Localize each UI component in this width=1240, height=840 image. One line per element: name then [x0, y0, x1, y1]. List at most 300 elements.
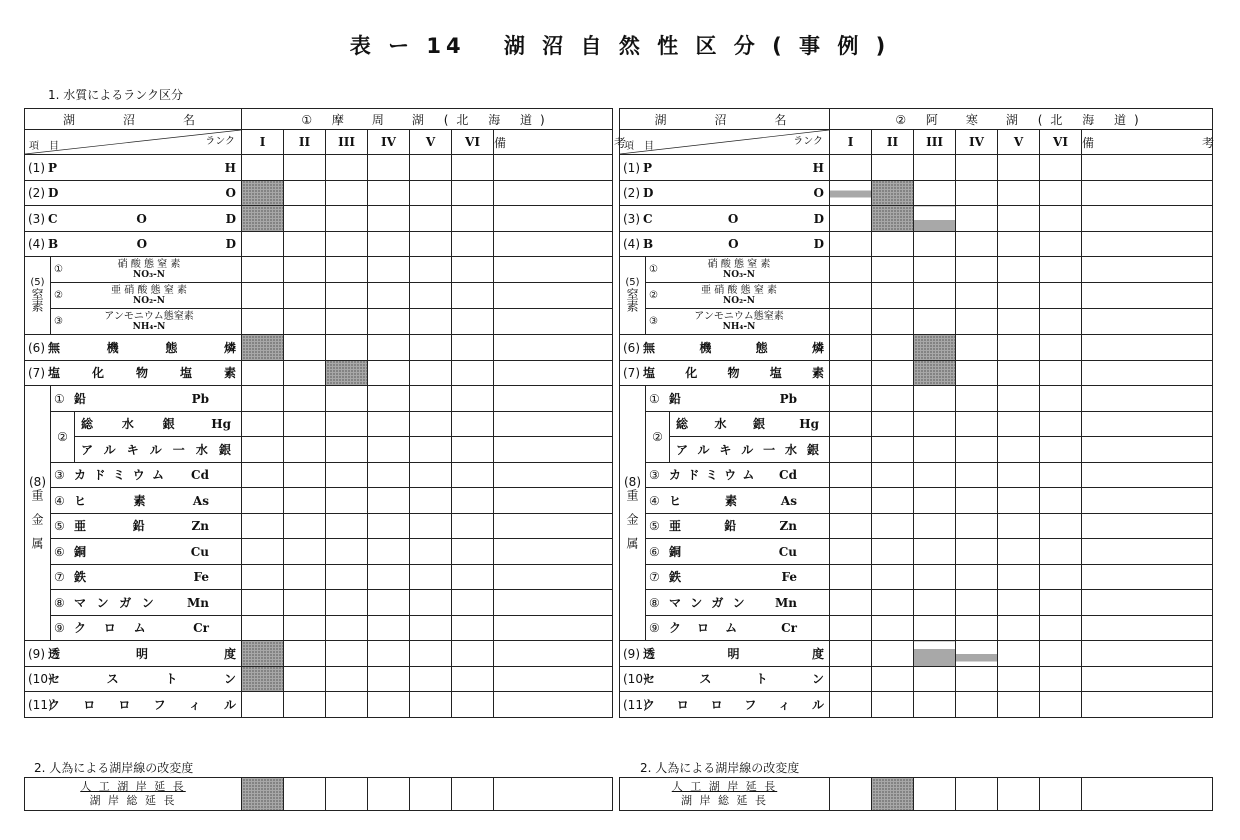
- item-phosphorus: [620, 335, 830, 361]
- rank-cell: [452, 488, 494, 514]
- cell-text: (11): [623, 697, 648, 712]
- rank-cell: [452, 180, 494, 206]
- rank-cell: [956, 778, 998, 811]
- cell-text: 人 工 湖 岸 延 長: [80, 780, 186, 793]
- rank-cell: [410, 513, 452, 539]
- item-phosphorus: [25, 335, 242, 361]
- rank-cell: [914, 231, 956, 257]
- rank-cell: [1040, 283, 1082, 309]
- rank-cell: [830, 615, 872, 641]
- rank-cell: [284, 692, 326, 718]
- cell-text: 銅 Cu: [669, 544, 797, 559]
- rank-cell: [830, 411, 872, 437]
- rank-cell: [368, 206, 410, 232]
- rank-cell: [1040, 641, 1082, 667]
- cell-text: 重 金 属: [30, 488, 44, 549]
- cell-text: ①: [649, 264, 658, 275]
- cell-text: (4): [623, 237, 640, 252]
- cell-text: NH₄-N: [722, 321, 756, 332]
- rank-cell: [368, 615, 410, 641]
- rank-cell: [494, 335, 613, 361]
- cell-text: 亜 硝 酸 態 窒 素: [111, 284, 187, 296]
- cell-text: (7): [28, 366, 45, 381]
- rank-header: III: [326, 130, 368, 155]
- rank-cell: [998, 564, 1040, 590]
- rank-cell: [872, 666, 914, 692]
- rank-cell: [914, 564, 956, 590]
- item-rank-header: [620, 130, 830, 155]
- rank-cell: [998, 180, 1040, 206]
- rank-cell: [410, 692, 452, 718]
- item-do: [25, 180, 242, 206]
- rank-cell: [242, 539, 284, 565]
- lake-name-label: 湖 沼 名: [25, 109, 242, 130]
- rank-cell: [326, 564, 368, 590]
- item-transparency: [620, 641, 830, 667]
- lake-name: ② 阿 寒 湖 (北 海 道): [830, 109, 1213, 130]
- cell-text: ③: [54, 468, 65, 483]
- shaded-cell: [872, 778, 914, 811]
- rank-cell: [368, 231, 410, 257]
- shaded-cell: [830, 180, 872, 206]
- item-chromium: [646, 615, 830, 641]
- rank-cell: [956, 462, 998, 488]
- cell-text: 総 水 銀 Hg: [676, 417, 819, 432]
- rank-cell: [410, 206, 452, 232]
- rank-cell: [956, 335, 998, 361]
- cell-text: NO₃-N: [723, 269, 755, 280]
- cell-text: 鉄 Fe: [74, 570, 209, 585]
- item-cadmium: [51, 462, 242, 488]
- item-nitrate: [646, 257, 830, 283]
- item-total-mercury: [670, 411, 830, 437]
- rank-header: IV: [956, 130, 998, 155]
- item-lead: [51, 386, 242, 412]
- cell-text: [74, 259, 224, 281]
- rank-cell: [242, 462, 284, 488]
- rank-cell: [284, 180, 326, 206]
- item-nitrite: [646, 283, 830, 309]
- rank-cell: [452, 437, 494, 463]
- cell-text: (5): [625, 276, 640, 288]
- rank-cell: [368, 257, 410, 283]
- rank-cell: [1082, 283, 1213, 309]
- item-copper: [646, 539, 830, 565]
- rank-cell: [956, 590, 998, 616]
- cell-text: (9): [28, 646, 45, 661]
- item-label: 項 目: [29, 141, 59, 152]
- item-chloride: [620, 360, 830, 386]
- rank-cell: [914, 462, 956, 488]
- cell-text: 人 工 湖 岸 延 長: [671, 780, 778, 793]
- rank-cell: [830, 335, 872, 361]
- rank-header: V: [410, 130, 452, 155]
- shaded-cell: [914, 335, 956, 361]
- item-chlorophyll: [620, 692, 830, 718]
- rank-cell: [452, 231, 494, 257]
- remarks-header: 備 考: [494, 130, 613, 155]
- rank-cell: [452, 411, 494, 437]
- rank-cell: [956, 180, 998, 206]
- item-arsenic: [646, 488, 830, 514]
- rank-cell: [914, 778, 956, 811]
- rank-cell: [242, 564, 284, 590]
- rank-cell: [326, 590, 368, 616]
- rank-cell: [830, 257, 872, 283]
- rank-cell: [452, 206, 494, 232]
- section-2-heading-left: 2. 人為による湖岸線の改変度: [34, 761, 194, 775]
- rank-cell: [494, 488, 613, 514]
- rank-cell: [410, 666, 452, 692]
- remarks-header: 備 考: [1082, 130, 1213, 155]
- mercury-group: ②: [51, 411, 75, 462]
- rank-cell: [284, 309, 326, 335]
- cell-text: ヒ 素 As: [74, 493, 209, 508]
- rank-cell: [830, 778, 872, 811]
- rank-cell: [410, 335, 452, 361]
- rank-cell: [998, 615, 1040, 641]
- cell-text: セ ス ト ン: [643, 672, 825, 687]
- rank-cell: [1040, 462, 1082, 488]
- rank-cell: [410, 309, 452, 335]
- cell-text: ク ロ ロ フ ィ ル: [48, 697, 237, 712]
- rank-cell: [914, 283, 956, 309]
- rank-cell: [242, 309, 284, 335]
- rank-cell: [452, 513, 494, 539]
- rank-cell: [242, 360, 284, 386]
- rank-cell: [326, 615, 368, 641]
- rank-cell: [368, 309, 410, 335]
- rank-cell: [242, 411, 284, 437]
- mercury-group: ②: [646, 411, 670, 462]
- rank-cell: [914, 692, 956, 718]
- item-cadmium: [646, 462, 830, 488]
- rank-cell: [326, 641, 368, 667]
- rank-cell: [452, 539, 494, 565]
- rank-cell: [1082, 539, 1213, 565]
- item-lead: [646, 386, 830, 412]
- rank-cell: [1082, 462, 1213, 488]
- rank-cell: [284, 778, 326, 811]
- rank-cell: [494, 513, 613, 539]
- rank-cell: [998, 309, 1040, 335]
- rank-cell: [452, 564, 494, 590]
- cell-text: [669, 311, 809, 333]
- rank-cell: [410, 411, 452, 437]
- rank-cell: [242, 488, 284, 514]
- rank-cell: [410, 590, 452, 616]
- item-zinc: [51, 513, 242, 539]
- rank-cell: [242, 231, 284, 257]
- rank-cell: [494, 590, 613, 616]
- rank-cell: [830, 513, 872, 539]
- rank-cell: [242, 386, 284, 412]
- rank-cell: [956, 231, 998, 257]
- rank-cell: [410, 386, 452, 412]
- rank-cell: [830, 309, 872, 335]
- rank-cell: [452, 462, 494, 488]
- item-ammonium: [51, 309, 242, 335]
- cell-text: 鉛 Pb: [669, 391, 797, 406]
- rank-cell: [410, 641, 452, 667]
- item-ph: [25, 155, 242, 181]
- rank-cell: [1040, 411, 1082, 437]
- rank-cell: [368, 641, 410, 667]
- rank-cell: [956, 360, 998, 386]
- rank-cell: [956, 155, 998, 181]
- rank-header: IV: [368, 130, 410, 155]
- rank-cell: [452, 257, 494, 283]
- rank-cell: [494, 155, 613, 181]
- item-alkyl-mercury: [75, 437, 242, 463]
- rank-cell: [830, 206, 872, 232]
- rank-cell: [494, 257, 613, 283]
- rank-cell: [872, 615, 914, 641]
- cell-text: [669, 285, 809, 307]
- item-ph: [620, 155, 830, 181]
- cell-text: ⑦: [54, 570, 65, 585]
- cell-text: アルキル一水銀: [676, 442, 819, 457]
- rank-cell: [368, 488, 410, 514]
- cell-text: カドミウム Cd: [74, 468, 209, 483]
- rank-cell: [1040, 590, 1082, 616]
- rank-cell: [830, 539, 872, 565]
- rank-cell: [326, 513, 368, 539]
- rank-cell: [830, 564, 872, 590]
- rank-cell: [284, 335, 326, 361]
- rank-cell: [284, 206, 326, 232]
- rank-cell: [956, 437, 998, 463]
- rank-header: I: [830, 130, 872, 155]
- cell-text: (2): [28, 186, 45, 201]
- rank-cell: [956, 692, 998, 718]
- cell-text: (11): [28, 697, 53, 712]
- cell-text: NO₂-N: [723, 295, 755, 306]
- rank-cell: [368, 360, 410, 386]
- item-arsenic: [51, 488, 242, 514]
- cell-text: ②: [649, 290, 658, 301]
- rank-cell: [326, 539, 368, 565]
- rank-cell: [284, 590, 326, 616]
- shaded-cell: [872, 206, 914, 232]
- rank-cell: [494, 641, 613, 667]
- rank-cell: [1040, 206, 1082, 232]
- item-cod: [620, 206, 830, 232]
- rank-cell: [914, 590, 956, 616]
- rank-cell: [998, 283, 1040, 309]
- rank-cell: [998, 155, 1040, 181]
- rank-cell: [242, 590, 284, 616]
- rank-cell: [242, 692, 284, 718]
- rank-cell: [410, 257, 452, 283]
- cell-text: ⑧: [649, 595, 660, 610]
- rank-cell: [872, 462, 914, 488]
- rank-cell: [1040, 692, 1082, 718]
- rank-cell: [494, 539, 613, 565]
- rank-cell: [1082, 513, 1213, 539]
- item-chromium: [51, 615, 242, 641]
- rank-cell: [1082, 180, 1213, 206]
- rank-cell: [830, 386, 872, 412]
- rank-cell: [956, 206, 998, 232]
- rank-cell: [1040, 360, 1082, 386]
- rank-cell: [326, 692, 368, 718]
- rank-cell: [956, 411, 998, 437]
- rank-cell: [494, 231, 613, 257]
- item-do: [620, 180, 830, 206]
- rank-cell: [914, 309, 956, 335]
- shaded-cell: [914, 206, 956, 232]
- rank-cell: [914, 257, 956, 283]
- rank-cell: [494, 411, 613, 437]
- cell-text: 亜 鉛 Zn: [74, 519, 209, 534]
- rank-cell: [1082, 590, 1213, 616]
- cell-text: 塩 化 物 塩 素: [48, 366, 237, 381]
- cell-text: [74, 285, 224, 307]
- cell-text: ①: [54, 264, 63, 275]
- rank-cell: [284, 386, 326, 412]
- cell-text: 塩 化 物 塩 素: [643, 366, 825, 381]
- rank-cell: [410, 180, 452, 206]
- lake-name: ① 摩 周 湖 (北 海 道): [242, 109, 613, 130]
- cell-text: ⑤: [54, 519, 65, 534]
- lake-name-label: 湖 沼 名: [620, 109, 830, 130]
- rank-cell: [326, 335, 368, 361]
- rank-cell: [1082, 692, 1213, 718]
- rank-cell: [368, 692, 410, 718]
- shaded-cell: [242, 180, 284, 206]
- rank-cell: [326, 462, 368, 488]
- cell-text: 湖 岸 総 延 長: [89, 794, 177, 807]
- heavy-metal-group: [620, 386, 646, 641]
- rank-cell: [872, 231, 914, 257]
- cell-text: (6): [623, 340, 640, 355]
- rank-cell: [872, 257, 914, 283]
- cell-text: ④: [54, 493, 65, 508]
- rank-cell: [284, 411, 326, 437]
- rank-cell: [998, 778, 1040, 811]
- rank-cell: [1082, 641, 1213, 667]
- rank-cell: [1082, 360, 1213, 386]
- section-1-heading: 1. 水質によるランク区分: [48, 88, 184, 102]
- rank-cell: [914, 386, 956, 412]
- rank-cell: [326, 778, 368, 811]
- rank-cell: [956, 257, 998, 283]
- cell-text: B O D: [48, 237, 237, 252]
- rank-cell: [368, 386, 410, 412]
- rank-cell: [998, 437, 1040, 463]
- rank-cell: [1040, 437, 1082, 463]
- rank-cell: [242, 155, 284, 181]
- rank-cell: [914, 615, 956, 641]
- rank-cell: [368, 666, 410, 692]
- item-iron: [646, 564, 830, 590]
- cell-text: クロム Cr: [669, 621, 797, 636]
- rank-cell: [452, 666, 494, 692]
- cell-text: クロム Cr: [74, 621, 209, 636]
- rank-cell: [872, 283, 914, 309]
- rank-cell: [872, 590, 914, 616]
- cell-text: NO₃-N: [133, 269, 165, 280]
- rank-cell: [410, 778, 452, 811]
- cell-text: 窒素: [30, 287, 44, 312]
- shaded-cell: [914, 641, 956, 667]
- rank-cell: [1040, 778, 1082, 811]
- rank-cell: [368, 411, 410, 437]
- cell-text: (3): [623, 211, 640, 226]
- rank-cell: [452, 615, 494, 641]
- rank-cell: [284, 360, 326, 386]
- cell-text: (10): [623, 672, 648, 687]
- item-label: 項 目: [624, 141, 654, 152]
- rank-cell: [452, 590, 494, 616]
- rank-cell: [368, 590, 410, 616]
- item-manganese: [646, 590, 830, 616]
- rank-cell: [998, 335, 1040, 361]
- rank-cell: [368, 564, 410, 590]
- rank-cell: [452, 641, 494, 667]
- item-iron: [51, 564, 242, 590]
- item-chlorophyll: [25, 692, 242, 718]
- rank-cell: [1082, 309, 1213, 335]
- rank-cell: [242, 513, 284, 539]
- cell-text: ③: [649, 316, 658, 327]
- cell-text: 亜 硝 酸 態 窒 素: [701, 284, 777, 296]
- rank-cell: [956, 539, 998, 565]
- cell-text: カドミウム Cd: [669, 468, 797, 483]
- cell-text: アルキル一水銀: [81, 442, 231, 457]
- shaded-cell: [326, 360, 368, 386]
- rank-cell: [452, 283, 494, 309]
- rank-cell: [1040, 231, 1082, 257]
- rank-cell: [284, 155, 326, 181]
- rank-cell: [452, 386, 494, 412]
- shoreline-ratio-label: [25, 778, 242, 811]
- rank-cell: [494, 283, 613, 309]
- rank-cell: [410, 564, 452, 590]
- cell-text: (2): [623, 186, 640, 201]
- item-bod: [620, 231, 830, 257]
- rank-cell: [368, 335, 410, 361]
- rank-cell: [830, 231, 872, 257]
- cell-text: 湖 岸 総 延 長: [681, 794, 768, 807]
- rank-cell: [872, 335, 914, 361]
- cell-text: P H: [48, 160, 237, 175]
- item-transparency: [25, 641, 242, 667]
- rank-cell: [326, 386, 368, 412]
- nitrogen-group: [620, 257, 646, 335]
- rank-cell: [368, 437, 410, 463]
- cell-text: ⑥: [54, 544, 65, 559]
- rank-cell: [494, 360, 613, 386]
- rank-cell: [284, 513, 326, 539]
- rank-cell: [998, 206, 1040, 232]
- rank-cell: [410, 615, 452, 641]
- cell-text: セ ス ト ン: [48, 672, 237, 687]
- item-cod: [25, 206, 242, 232]
- rank-cell: [1082, 335, 1213, 361]
- rank-cell: [284, 437, 326, 463]
- rank-cell: [998, 641, 1040, 667]
- rank-cell: [494, 462, 613, 488]
- rank-cell: [410, 231, 452, 257]
- rank-cell: [410, 539, 452, 565]
- rank-cell: [998, 360, 1040, 386]
- rank-cell: [1040, 257, 1082, 283]
- rank-cell: [494, 666, 613, 692]
- rank-cell: [872, 641, 914, 667]
- rank-cell: [830, 155, 872, 181]
